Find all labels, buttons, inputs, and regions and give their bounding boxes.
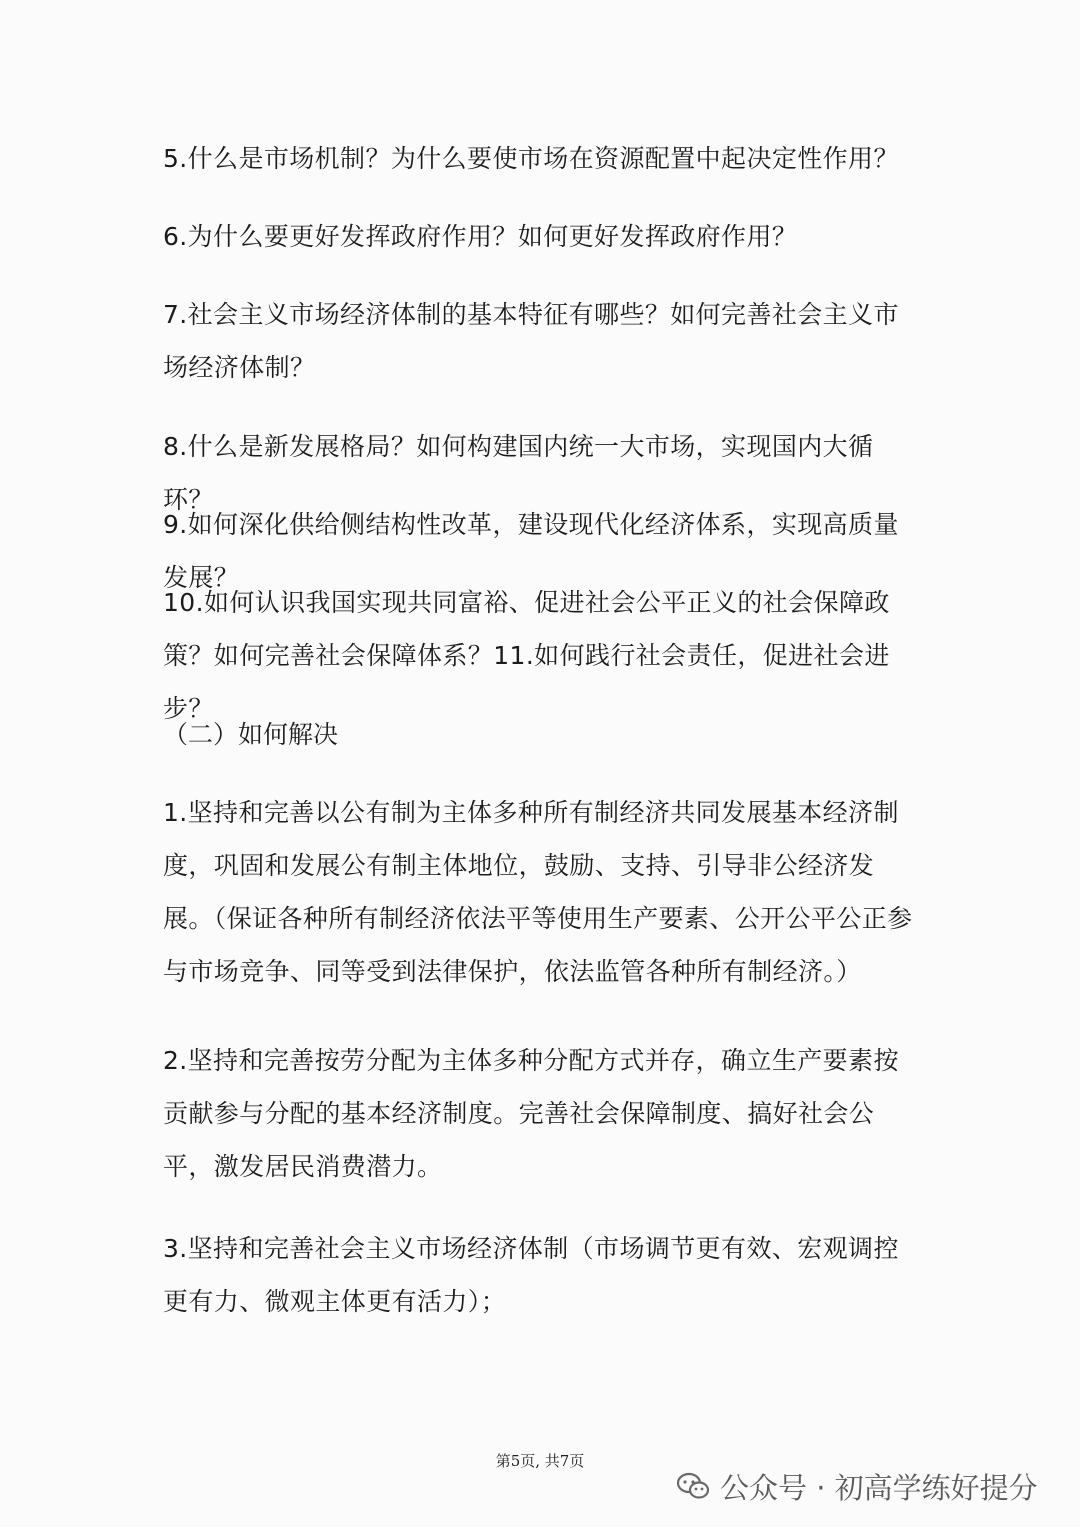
solution-1: 1.坚持和完善以公有制为主体多种所有制经济共同发展基本经济制度，巩固和发展公有制主体地位，鼓励、支持、引导非公经济发展。（保证各种所有制经济依法平等使用生产要素、公开公平公正参与市场竞争、同等受到法律保护，依法监管各种所有制经济。） (163, 798, 913, 986)
wechat-icon (676, 1472, 710, 1500)
section-heading: （二）如何解决 (163, 720, 339, 749)
question-9: 9.如何深化供给侧结构性改革，建设现代化经济体系，实现高质量发展？ (163, 510, 899, 592)
question-5: 5.什么是市场机制？为什么要使市场在资源配置中起决定性作用？ (163, 144, 899, 173)
solution-2: 2.坚持和完善按劳分配为主体多种分配方式并存，确立生产要素按贡献参与分配的基本经济制度。完善社会保障制度、搞好社会公平，激发居民消费潜力。 (163, 1046, 899, 1181)
watermark-text: 公众号 · 初高学练好提分 (720, 1470, 1038, 1505)
watermark (676, 1466, 1038, 1506)
solution-3: 3.坚持和完善社会主义市场经济体制（市场调节更有效、宏观调控更有力、微观主体更有活力）； (163, 1234, 899, 1316)
question-10-11: 10.如何认识我国实现共同富裕、促进社会公平正义的社会保障政策？如何完善社会保障体系？11.如何践行社会责任，促进社会进步？ (163, 588, 890, 723)
page-footer: 第5页, 共7页 (495, 1452, 585, 1470)
question-8: 8.什么是新发展格局？如何构建国内统一大市场，实现国内大循环？ (163, 432, 874, 514)
question-6: 6.为什么要更好发挥政府作用？如何更好发挥政府作用？ (163, 222, 798, 251)
question-7: 7.社会主义市场经济体制的基本特征有哪些？如何完善社会主义市场经济体制？ (163, 300, 899, 382)
